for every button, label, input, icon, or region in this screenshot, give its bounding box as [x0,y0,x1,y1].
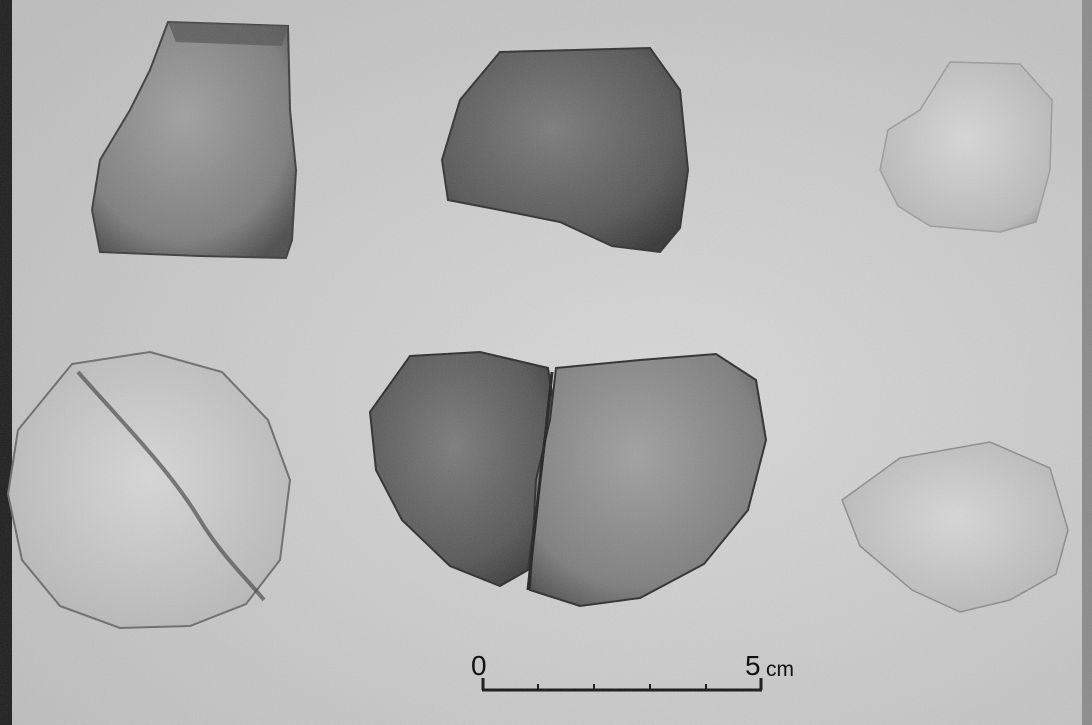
scale-unit-label: cm [766,658,794,681]
scale-end-label: 5 [745,650,761,681]
scale-start-label: 0 [471,650,487,681]
